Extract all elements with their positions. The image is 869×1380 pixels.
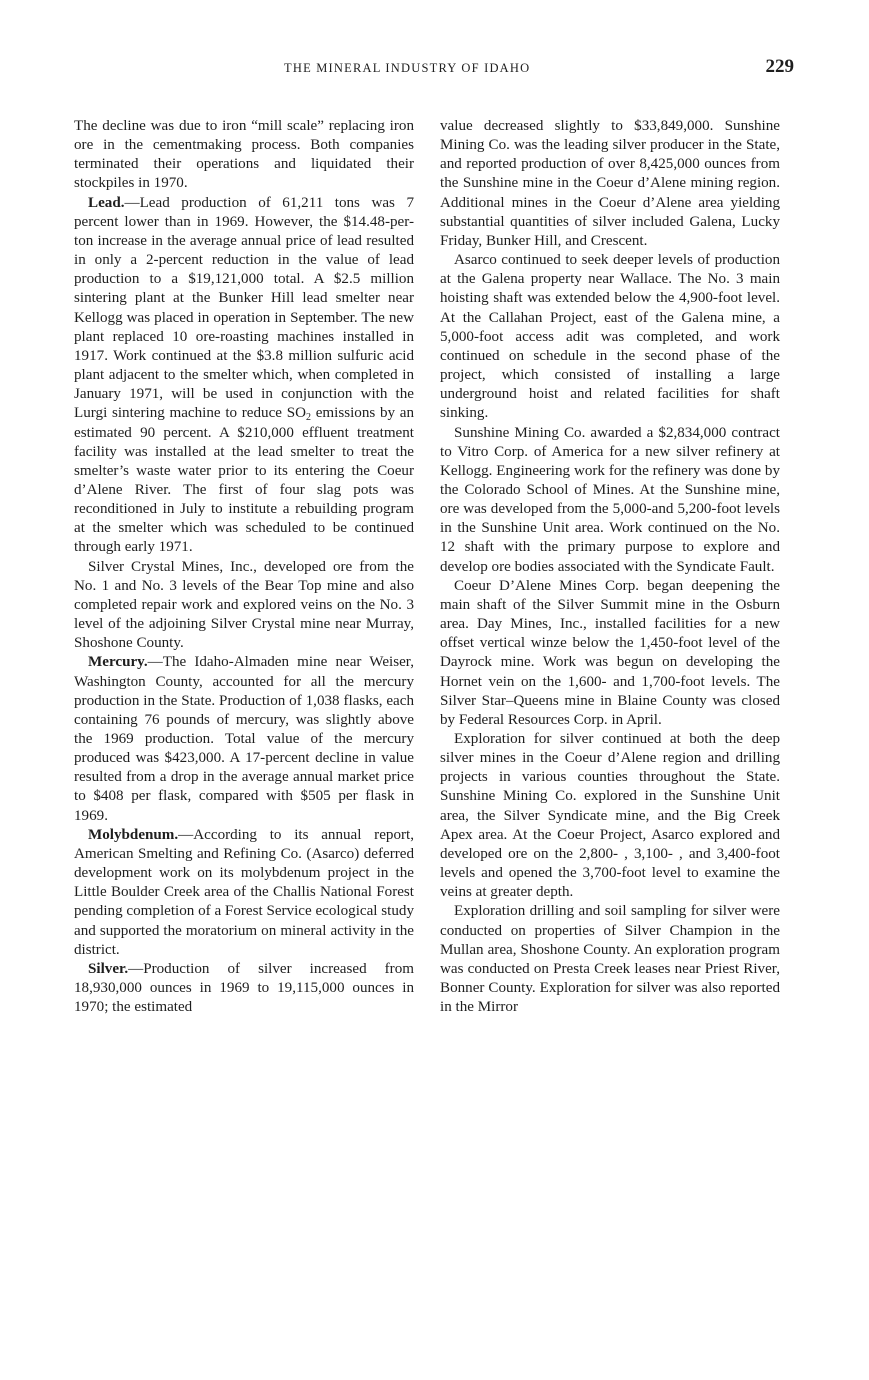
running-title: THE MINERAL INDUSTRY OF IDAHO [284, 61, 531, 75]
right-column [440, 117, 780, 1017]
paragraph-cement-decline: The decline was due to iron “mill scale” replacing iron ore in the cementmaking process. Both companies terminated their operations and liquidated their stockpiles in 1970. [74, 118, 414, 192]
paragraph-molybdenum [74, 826, 414, 960]
page-number: 229 [765, 56, 794, 77]
page-header [74, 56, 796, 84]
molybdenum-heading: Molybdenum. [88, 826, 179, 843]
paragraph-sunshine-refinery: Sunshine Mining Co. awarded a $2,834,000 contract to Vitro Corp. of America for a new silver refinery at Kellogg. Engineering work for the refinery was done by the Colorado School of Mines. At the Sunshine mine, ore was developed from the 5,000-and 5,200-foot levels in the Sunshine Unit area. Work continued on the No. 12 shaft with the primary purpose to explore and develop ore bodies associated with the Syndicate Fault. [440, 424, 780, 575]
lead-heading: Lead. [88, 194, 125, 211]
paragraph-silver-value: value decreased slightly to $33,849,000. Sunshine Mining Co. was the leading silver producer in the State, and reported production of over 8,425,000 ounces from the Sunshine mine in the Coeur d’Alene mining region. Additional mines in the Coeur d’Alene area yielding substantial quantities of silver included Galena, Lucky Friday, Bunker Hill, and Crescent. [440, 118, 780, 249]
paragraph-exploration-drilling: Exploration drilling and soil sampling for silver were conducted on properties of Silver Champion in the Mullan area, Shoshone County. An exploration program was conducted on Presta Creek leases near Priest River, Bonner County. Exploration for silver was also reported in the Mirror [440, 903, 780, 1016]
lead-text-b: emissions by an estimated 90 percent. A $210,000 effluent treatment facility was installed at the lead smelter to treat the smelter’s waste water prior to its entering the Coeur d’Alene River. The first of four slag pots was reconditioned in July to institute a rebuilding program at the smelter which was scheduled to be continued through early 1971. [74, 405, 415, 556]
silver-text: —Production of silver increased from 18,930,000 ounces in 1969 to 19,115,000 ounces in 1970; the estimated [74, 960, 414, 1016]
paragraph-silver [74, 960, 414, 1017]
mercury-heading: Mercury. [88, 654, 148, 671]
left-column [74, 117, 414, 1017]
lead-text-a: —Lead production of 61,211 tons was 7 percent lower than in 1969. However, the $14.48-per-ton increase in the average annual price of lead resulted in only a 2-percent reduction in the value of lead production to a $19,121,000 total. A $2.5 million sintering plant at the Bunker Hill lead smelter near Kellogg was placed in operation in September. The new plant replaced 10 ore-roasting machines installed in 1917. Work continued at the $3.8 million sulfuric acid plant adjacent to the smelter which, when completed in January 1971, will be used in conjunction with the Lurgi sintering machine to reduce SO [74, 194, 414, 422]
mercury-text: —The Idaho-Almaden mine near Weiser, Washington County, accounted for all the mercury production in the State. Production of 1,038 flasks, each containing 76 pounds of mercury, was slightly above the 1969 production. Total value of the mercury produced was $423,000. A 17-percent decline in value resulted from a drop in the average annual market price to $408 per flask, compared with $505 per flask in 1969. [74, 654, 414, 824]
silver-heading: Silver. [88, 960, 129, 977]
paragraph-asarco-galena: Asarco continued to seek deeper levels of production at the Galena property near Wallace. The No. 3 main hoisting shaft was extended below the 4,900-foot level. At the Callahan Project, east of the Galena mine, a 5,000-foot access adit was completed, and work continued on schedule in the second phase of the project, which consisted of installing a large underground hoist and related facilities for shaft sinking. [440, 252, 780, 422]
paragraph-coeur-mines: Coeur D’Alene Mines Corp. began deepening the main shaft of the Silver Summit mine in the Osburn area. Day Mines, Inc., installed facilities for a new offset vertical winze below the 1,450-foot level of the Dayrock mine. Work was begun on developing the Hornet vein on the 1,600- and 1,700-foot levels. The Silver Star–Queens mine in Blaine County was closed by Federal Resources Corp. in April. [440, 577, 780, 728]
paragraph-mercury [74, 653, 414, 825]
paragraph-silver-crystal: Silver Crystal Mines, Inc., developed ore from the No. 1 and No. 3 levels of the Bear Top mine and also completed repair work and explored veins on the No. 3 level of the adjoining Silver Crystal mine near Murray, Shoshone County. [74, 558, 414, 652]
paragraph-silver-exploration: Exploration for silver continued at both the deep silver mines in the Coeur d’Alene region and drilling projects in various counties throughout the State. Sunshine Mining Co. explored in the Sunshine Unit area, the Silver Syndicate mine, and the Big Creek Apex area. At the Coeur Project, Asarco explored and developed ore on the 2,800- , 3,100- , and 3,400-foot levels and opened the 3,700-foot level to examine the veins at greater depth. [440, 731, 780, 901]
paragraph-lead [74, 194, 414, 558]
molybdenum-text: —According to its annual report, American Smelting and Refining Co. (Asarco) deferred development work on its molybdenum project in the Little Boulder Creek area of the Challis National Forest pending completion of a Forest Service ecological study and supported the moratorium on mineral activity in the district. [74, 826, 414, 958]
so2-subscript: 2 [306, 412, 311, 424]
